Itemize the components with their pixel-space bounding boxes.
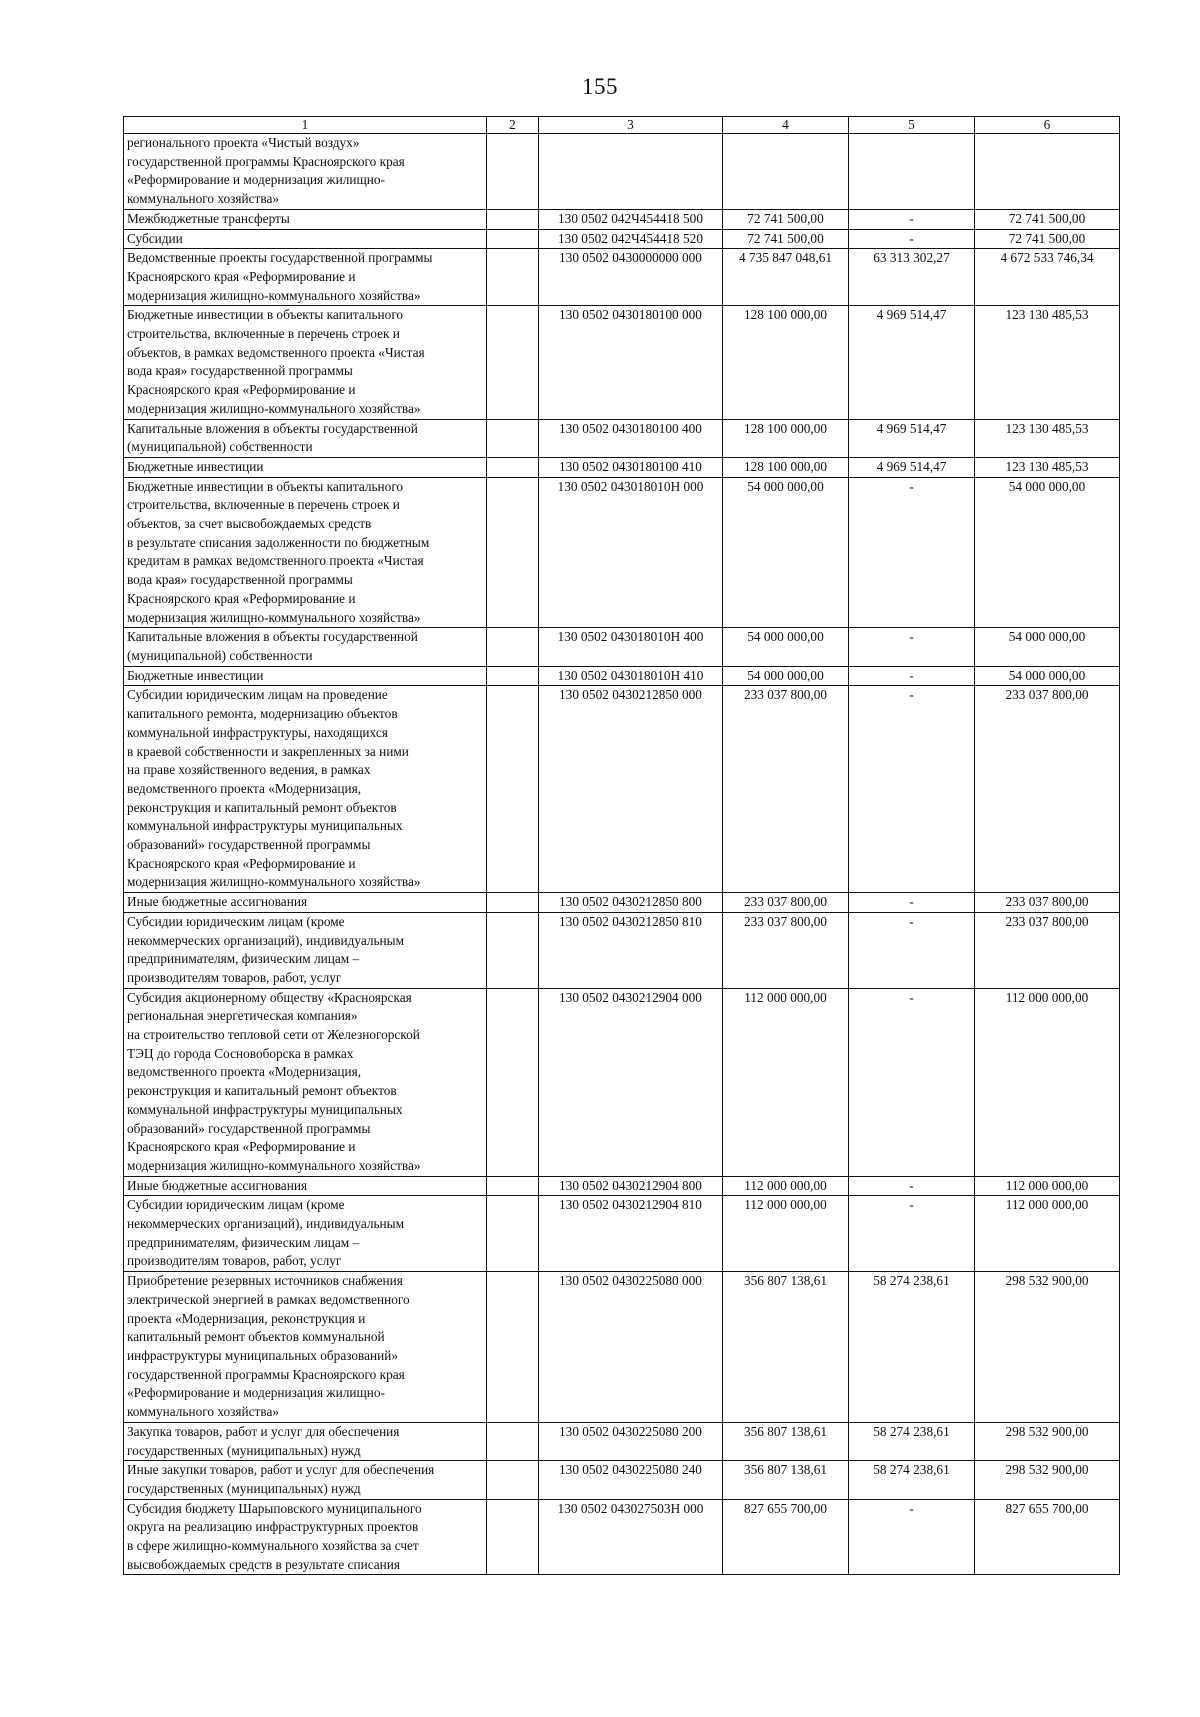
table-row — [124, 988, 1120, 1176]
row-code-cell: 130 0502 043018010Н 400 — [539, 628, 723, 666]
table-row — [124, 209, 1120, 229]
row-name-cell: Субсидии юридическим лицам (кроме некоммерческих организаций), индивидуальным предпринимателям, физическим лицам – производителям товаров, работ, услуг — [124, 912, 487, 988]
row-code-cell: 130 0502 043027503Н 000 — [539, 1499, 723, 1575]
row-value-col4: 54 000 000,00 — [723, 477, 849, 628]
row-value-col4: 54 000 000,00 — [723, 666, 849, 686]
row-value-col4: 233 037 800,00 — [723, 686, 849, 893]
row-name-cell: Иные бюджетные ассигнования — [124, 893, 487, 913]
row-empty-cell — [487, 477, 539, 628]
row-name-cell: Капитальные вложения в объекты государственной (муниципальной) собственности — [124, 628, 487, 666]
column-header-3: 3 — [539, 117, 723, 134]
row-code-cell — [539, 134, 723, 210]
row-value-col5: 63 313 302,27 — [849, 249, 975, 306]
row-value-col5: - — [849, 229, 975, 249]
row-name-cell: Закупка товаров, работ и услуг для обеспечения государственных (муниципальных) нужд — [124, 1422, 487, 1460]
row-value-col4: 54 000 000,00 — [723, 628, 849, 666]
row-value-col6: 72 741 500,00 — [975, 209, 1120, 229]
row-empty-cell — [487, 666, 539, 686]
row-value-col6: 123 130 485,53 — [975, 419, 1120, 457]
table-row — [124, 686, 1120, 893]
row-code-cell: 130 0502 043018010Н 410 — [539, 666, 723, 686]
row-value-col4: 827 655 700,00 — [723, 1499, 849, 1575]
row-value-col6: 72 741 500,00 — [975, 229, 1120, 249]
row-value-col5: 58 274 238,61 — [849, 1272, 975, 1423]
row-value-col4: 112 000 000,00 — [723, 1196, 849, 1272]
row-value-col5: 4 969 514,47 — [849, 419, 975, 457]
row-value-col5: 58 274 238,61 — [849, 1461, 975, 1499]
table-row — [124, 249, 1120, 306]
row-value-col4: 128 100 000,00 — [723, 306, 849, 419]
row-name-cell: Межбюджетные трансферты — [124, 209, 487, 229]
table-row — [124, 1272, 1120, 1423]
row-value-col5: - — [849, 1499, 975, 1575]
row-empty-cell — [487, 1176, 539, 1196]
row-value-col6: 298 532 900,00 — [975, 1272, 1120, 1423]
row-code-cell: 130 0502 0430212904 810 — [539, 1196, 723, 1272]
row-code-cell: 130 0502 042Ч454418 520 — [539, 229, 723, 249]
row-name-cell: Субсидии — [124, 229, 487, 249]
row-code-cell: 130 0502 0430180100 000 — [539, 306, 723, 419]
table-row — [124, 306, 1120, 419]
table-row — [124, 1196, 1120, 1272]
page-number: 155 — [582, 74, 618, 99]
row-value-col4: 4 735 847 048,61 — [723, 249, 849, 306]
budget-table — [123, 116, 1120, 1575]
row-value-col4: 356 807 138,61 — [723, 1461, 849, 1499]
row-value-col4: 233 037 800,00 — [723, 893, 849, 913]
column-header-2: 2 — [487, 117, 539, 134]
column-header-4: 4 — [723, 117, 849, 134]
row-value-col6: 112 000 000,00 — [975, 1196, 1120, 1272]
row-name-cell: Субсидия бюджету Шарыповского муниципального округа на реализацию инфраструктурных проектов в сфере жилищно-коммунального хозяйства за счет высвобождаемых средств в результате списания — [124, 1499, 487, 1575]
row-name-cell: Бюджетные инвестиции в объекты капитального строительства, включенные в перечень строек и объектов, за счет высвобождаемых средств в результате списания задолженности по бюджетным кредитам в рамках ведомственного проекта «Чистая вода края» государственной программы Красноярского края «Реформирование и модернизация жилищно-коммунального хозяйства» — [124, 477, 487, 628]
row-code-cell: 130 0502 0430212850 800 — [539, 893, 723, 913]
row-value-col6 — [975, 134, 1120, 210]
row-empty-cell — [487, 686, 539, 893]
row-value-col6: 4 672 533 746,34 — [975, 249, 1120, 306]
row-code-cell: 130 0502 0430225080 240 — [539, 1461, 723, 1499]
row-empty-cell — [487, 893, 539, 913]
row-code-cell: 130 0502 0430212904 800 — [539, 1176, 723, 1196]
row-name-cell: Бюджетные инвестиции в объекты капитального строительства, включенные в перечень строек и объектов, в рамках ведомственного проекта «Чистая вода края» государственной программы Красноярского края «Реформирование и модернизация жилищно-коммунального хозяйства» — [124, 306, 487, 419]
table-row — [124, 229, 1120, 249]
table-row — [124, 477, 1120, 628]
row-empty-cell — [487, 912, 539, 988]
row-value-col5: - — [849, 628, 975, 666]
row-name-cell: Бюджетные инвестиции — [124, 666, 487, 686]
row-code-cell: 130 0502 043018010Н 000 — [539, 477, 723, 628]
row-empty-cell — [487, 1461, 539, 1499]
table-row — [124, 1499, 1120, 1575]
row-value-col6: 54 000 000,00 — [975, 477, 1120, 628]
row-value-col5 — [849, 134, 975, 210]
row-value-col5: - — [849, 666, 975, 686]
row-value-col5: - — [849, 1176, 975, 1196]
table-row — [124, 628, 1120, 666]
row-name-cell: регионального проекта «Чистый воздух» государственной программы Красноярского края «Реформирование и модернизация жилищно- коммунального хозяйства» — [124, 134, 487, 210]
column-number-row — [124, 117, 1120, 134]
row-name-cell: Субсидии юридическим лицам на проведение капитального ремонта, модернизацию объектов коммунальной инфраструктуры, находящихся в краевой собственности и закрепленных за ними на праве хозяйственного ведения, в рамках ведомственного проекта «Модернизация, реконструкция и капитальный ремонт объектов коммунальной инфраструктуры муниципальных образований» государственной программы Красноярского края «Реформирование и модернизация жилищно-коммунального хозяйства» — [124, 686, 487, 893]
row-code-cell: 130 0502 0430180100 410 — [539, 457, 723, 477]
row-value-col4: 356 807 138,61 — [723, 1272, 849, 1423]
table-row — [124, 1461, 1120, 1499]
row-value-col5: 4 969 514,47 — [849, 306, 975, 419]
row-value-col5: - — [849, 1196, 975, 1272]
table-row — [124, 666, 1120, 686]
row-empty-cell — [487, 209, 539, 229]
row-value-col6: 112 000 000,00 — [975, 988, 1120, 1176]
row-value-col4: 72 741 500,00 — [723, 209, 849, 229]
table-row — [124, 419, 1120, 457]
column-header-5: 5 — [849, 117, 975, 134]
row-value-col6: 123 130 485,53 — [975, 306, 1120, 419]
row-value-col6: 54 000 000,00 — [975, 628, 1120, 666]
table-row — [124, 912, 1120, 988]
row-code-cell: 130 0502 0430212904 000 — [539, 988, 723, 1176]
row-value-col5: - — [849, 686, 975, 893]
row-name-cell: Иные закупки товаров, работ и услуг для обеспечения государственных (муниципальных) нужд — [124, 1461, 487, 1499]
row-value-col4: 356 807 138,61 — [723, 1422, 849, 1460]
row-value-col4: 72 741 500,00 — [723, 229, 849, 249]
row-value-col5: - — [849, 988, 975, 1176]
row-name-cell: Иные бюджетные ассигнования — [124, 1176, 487, 1196]
row-value-col5: 4 969 514,47 — [849, 457, 975, 477]
table-body — [124, 134, 1120, 1575]
row-value-col6: 298 532 900,00 — [975, 1461, 1120, 1499]
row-code-cell: 130 0502 0430212850 810 — [539, 912, 723, 988]
row-value-col6: 233 037 800,00 — [975, 893, 1120, 913]
column-header-6: 6 — [975, 117, 1120, 134]
row-value-col4: 112 000 000,00 — [723, 1176, 849, 1196]
row-code-cell: 130 0502 0430225080 000 — [539, 1272, 723, 1423]
row-code-cell: 130 0502 0430212850 000 — [539, 686, 723, 893]
row-value-col4: 128 100 000,00 — [723, 457, 849, 477]
row-empty-cell — [487, 229, 539, 249]
table-row — [124, 134, 1120, 210]
row-empty-cell — [487, 628, 539, 666]
row-name-cell: Субсидии юридическим лицам (кроме некоммерческих организаций), индивидуальным предпринимателям, физическим лицам – производителям товаров, работ, услуг — [124, 1196, 487, 1272]
row-empty-cell — [487, 1196, 539, 1272]
column-header-1: 1 — [124, 117, 487, 134]
table-row — [124, 457, 1120, 477]
row-empty-cell — [487, 134, 539, 210]
row-empty-cell — [487, 457, 539, 477]
row-empty-cell — [487, 419, 539, 457]
row-code-cell: 130 0502 0430180100 400 — [539, 419, 723, 457]
table-row — [124, 893, 1120, 913]
row-value-col6: 112 000 000,00 — [975, 1176, 1120, 1196]
row-empty-cell — [487, 306, 539, 419]
row-value-col4: 233 037 800,00 — [723, 912, 849, 988]
row-value-col6: 123 130 485,53 — [975, 457, 1120, 477]
row-empty-cell — [487, 249, 539, 306]
row-value-col6: 233 037 800,00 — [975, 686, 1120, 893]
row-value-col6: 298 532 900,00 — [975, 1422, 1120, 1460]
row-name-cell: Бюджетные инвестиции — [124, 457, 487, 477]
row-value-col5: - — [849, 912, 975, 988]
row-code-cell: 130 0502 0430000000 000 — [539, 249, 723, 306]
row-value-col5: - — [849, 209, 975, 229]
row-empty-cell — [487, 1272, 539, 1423]
row-value-col4: 112 000 000,00 — [723, 988, 849, 1176]
row-empty-cell — [487, 1499, 539, 1575]
row-name-cell: Ведомственные проекты государственной программы Красноярского края «Реформирование и модернизация жилищно-коммунального хозяйства» — [124, 249, 487, 306]
row-value-col5: - — [849, 477, 975, 628]
row-name-cell: Приобретение резервных источников снабжения электрической энергией в рамках ведомственного проекта «Модернизация, реконструкция и капитальный ремонт объектов коммунальной инфраструктуры муниципальных образований» государственной программы Красноярского края «Реформирование и модернизация жилищно- коммунального хозяйства» — [124, 1272, 487, 1423]
row-empty-cell — [487, 988, 539, 1176]
row-value-col6: 827 655 700,00 — [975, 1499, 1120, 1575]
row-value-col6: 233 037 800,00 — [975, 912, 1120, 988]
row-name-cell: Капитальные вложения в объекты государственной (муниципальной) собственности — [124, 419, 487, 457]
table-row — [124, 1176, 1120, 1196]
row-code-cell: 130 0502 042Ч454418 500 — [539, 209, 723, 229]
row-value-col4: 128 100 000,00 — [723, 419, 849, 457]
row-empty-cell — [487, 1422, 539, 1460]
row-code-cell: 130 0502 0430225080 200 — [539, 1422, 723, 1460]
row-value-col5: 58 274 238,61 — [849, 1422, 975, 1460]
row-value-col4 — [723, 134, 849, 210]
table-row — [124, 1422, 1120, 1460]
row-name-cell: Субсидия акционерному обществу «Красноярская региональная энергетическая компания» на строительство тепловой сети от Железногорской ТЭЦ до города Сосновоборска в рамках ведомственного проекта «Модернизация, реконструкция и капитальный ремонт объектов коммунальной инфраструктуры муниципальных образований» государственной программы Красноярского края «Реформирование и модернизация жилищно-коммунального хозяйства» — [124, 988, 487, 1176]
row-value-col6: 54 000 000,00 — [975, 666, 1120, 686]
row-value-col5: - — [849, 893, 975, 913]
